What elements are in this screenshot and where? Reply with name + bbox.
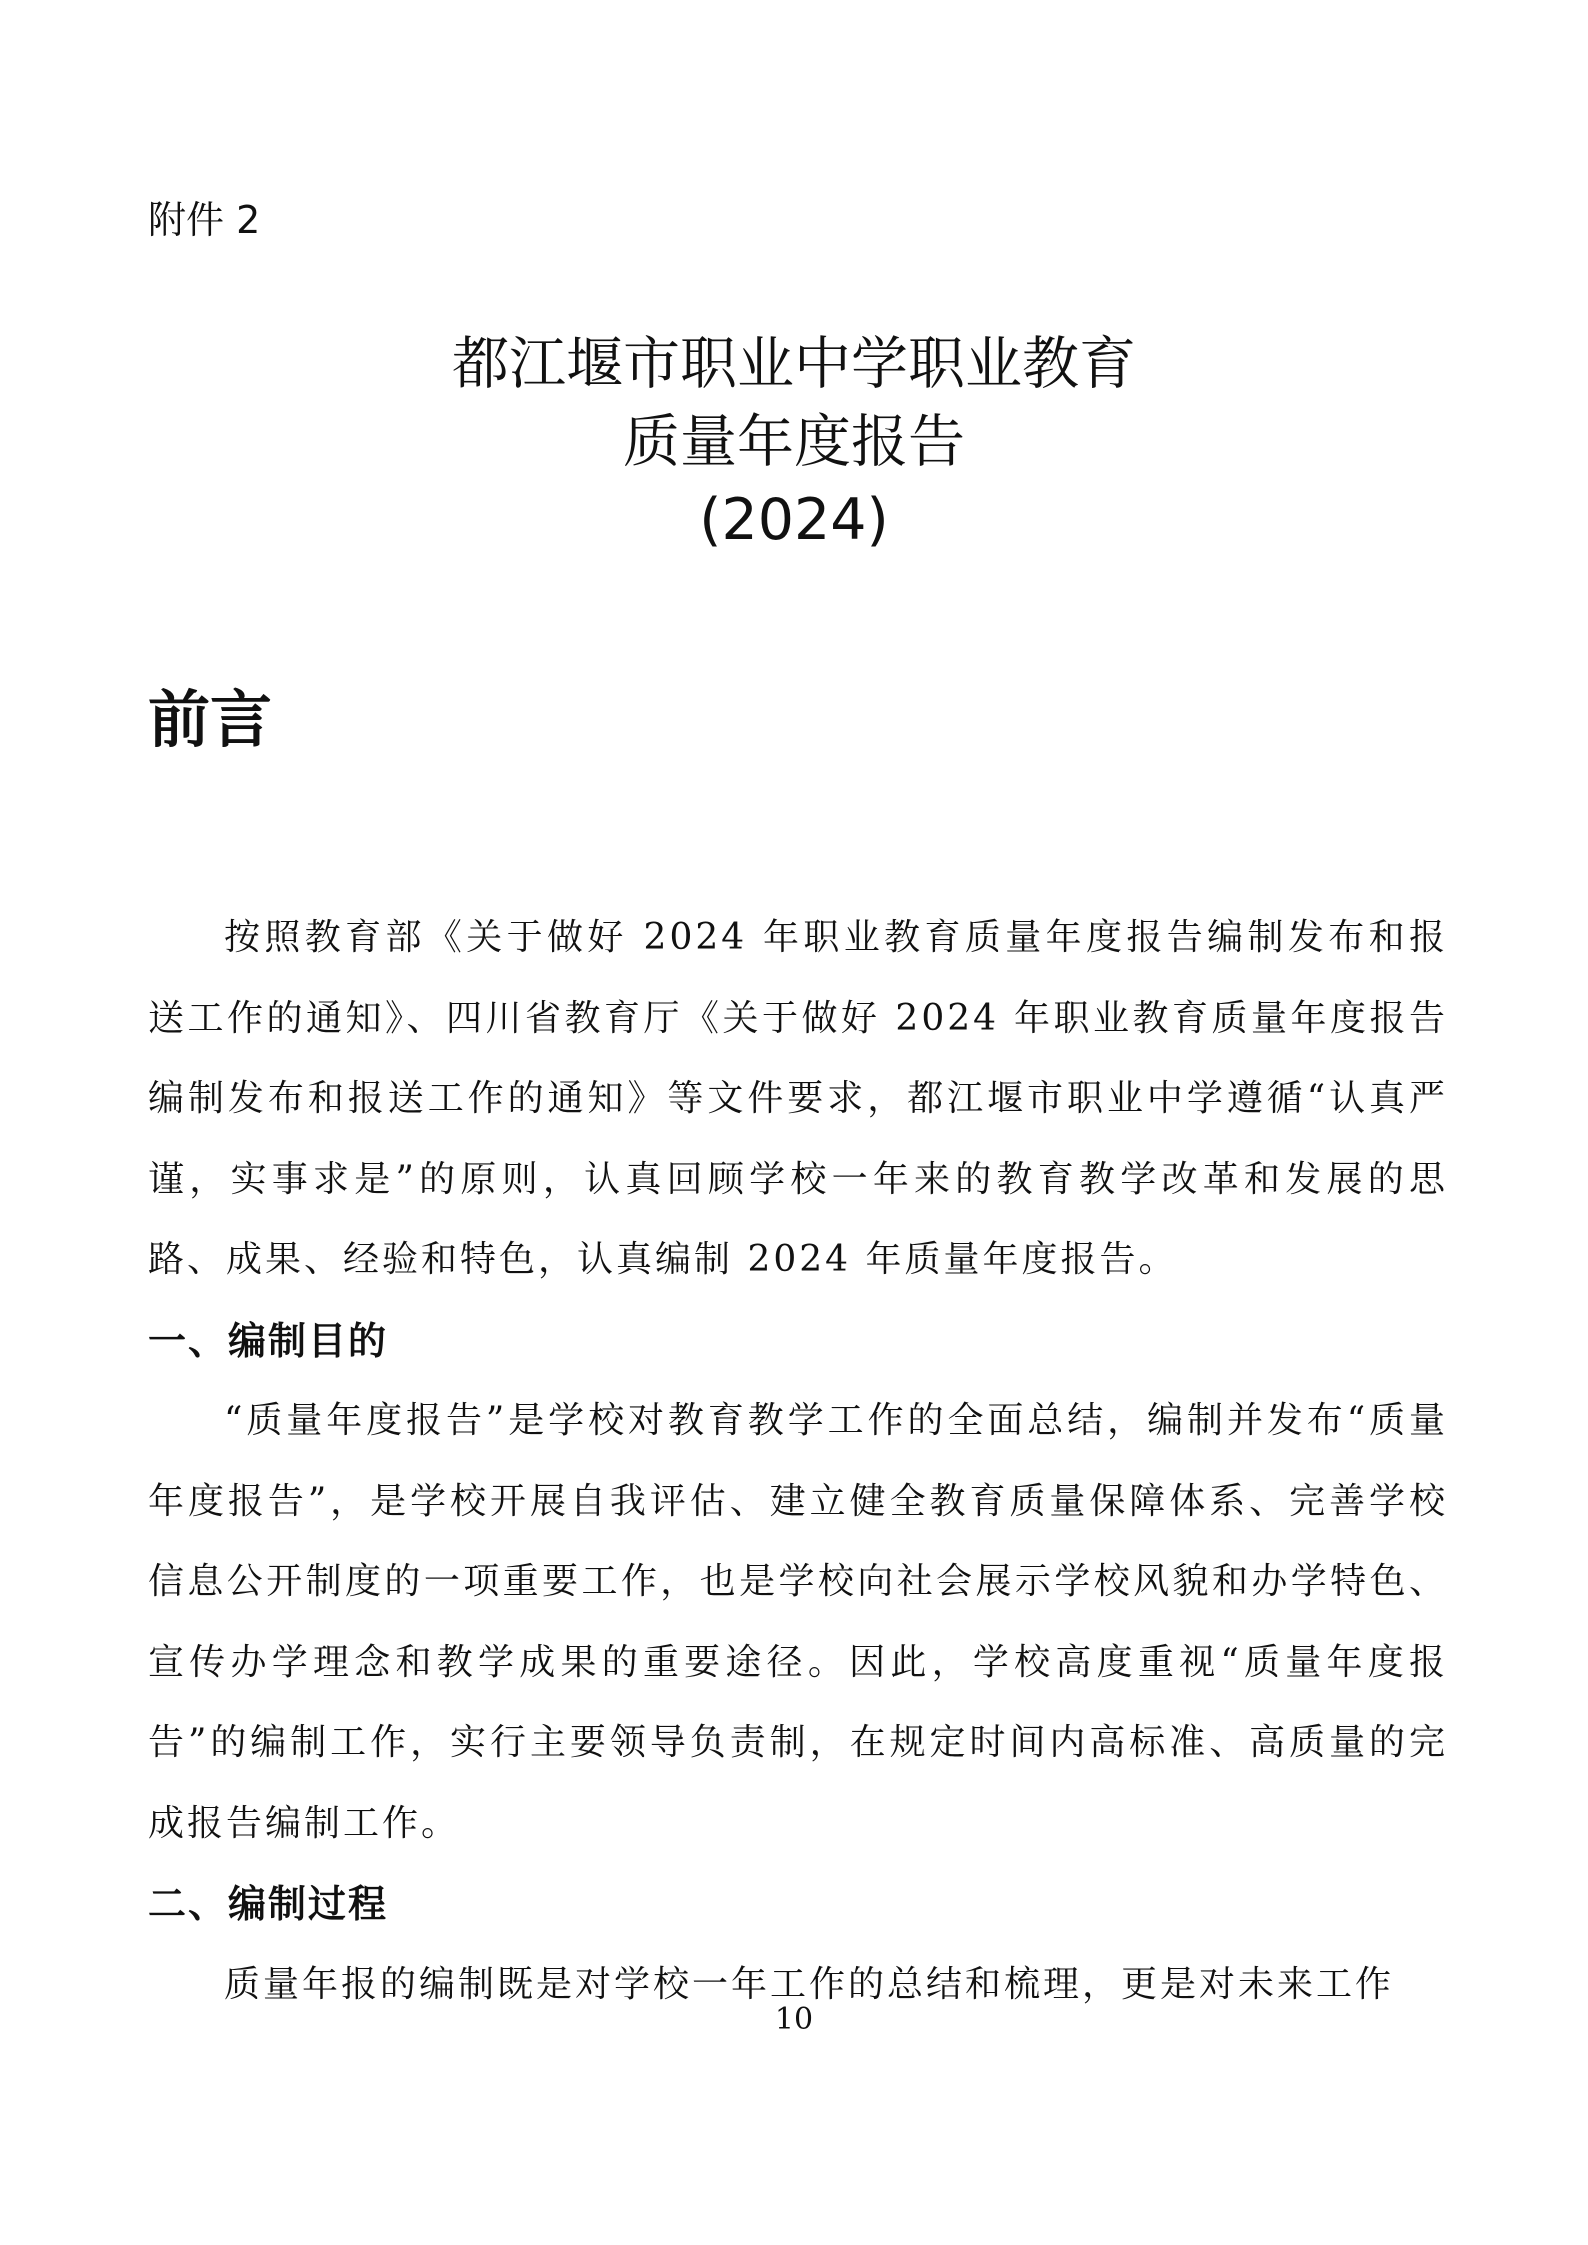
report-title bbox=[0, 325, 1588, 559]
section-heading-purpose: 一、编制目的 bbox=[148, 1318, 389, 1363]
attachment-label: 附件 2 bbox=[148, 198, 261, 242]
page-number: 10 bbox=[774, 2002, 814, 2037]
preface-heading: 前言 bbox=[148, 683, 273, 756]
title-line-3: (2024) bbox=[699, 487, 889, 553]
process-paragraph: 质量年报的编制既是对学校一年工作的总结和梳理，更是对未来工作 bbox=[224, 1963, 1395, 2005]
body-text bbox=[148, 898, 1448, 2025]
section-heading-process: 二、编制过程 bbox=[148, 1882, 389, 1926]
title-line-2: 质量年度报告 bbox=[623, 409, 965, 475]
intro-paragraph: 按照教育部《关于做好 2024 年职业教育质量年度报告编制发布和报送工作的通知》、四川省教育厅《关于做好 2024 年职业教育质量年度报告编制发布和报送工作的通知》等文件要求，都江堰市职业中学遵循“认真严谨，实事求是”的原则，认真回顾学校一年来的教育教学改革和发展的思路、成果、经验和特色，认真编制 2024 年质量年度报告。 bbox=[148, 917, 1448, 1280]
title-line-1: 都江堰市职业中学职业教育 bbox=[452, 331, 1136, 397]
purpose-paragraph: “质量年度报告”是学校对教育教学工作的全面总结，编制并发布“质量年度报告”，是学校开展自我评估、建立健全教育质量保障体系、完善学校信息公开制度的一项重要工作，也是学校向社会展示学校风貌和办学特色、宣传办学理念和教学成果的重要途径。因此，学校高度重视“质量年度报告”的编制工作，实行主要领导负责制，在规定时间内高标准、高质量的完成报告编制工作。 bbox=[148, 1400, 1448, 1844]
